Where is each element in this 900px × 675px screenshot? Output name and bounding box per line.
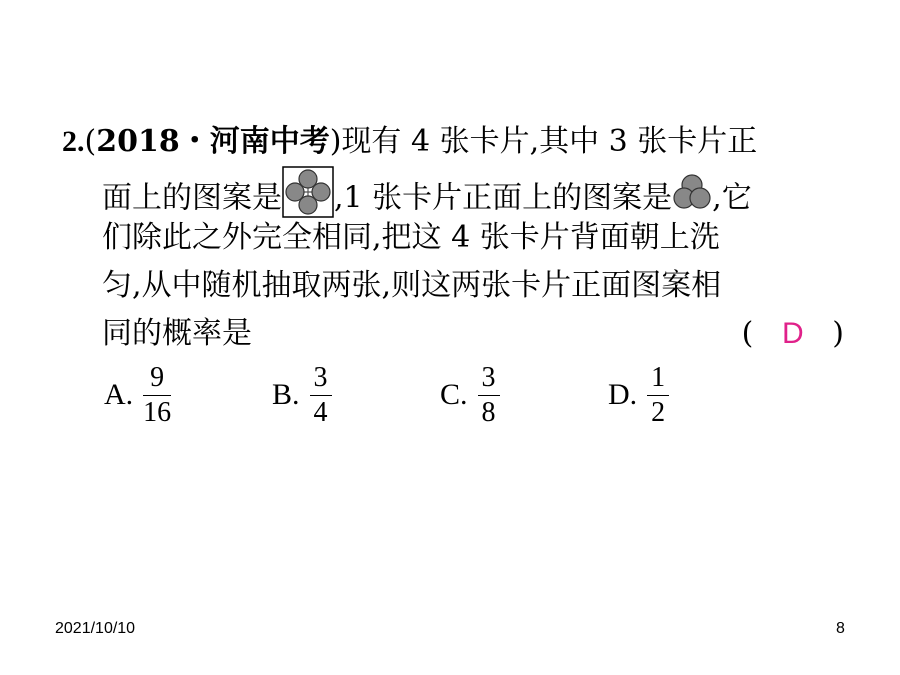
fraction-denominator: 8	[481, 396, 496, 428]
answer-paren-close: )	[832, 316, 844, 351]
question-line-3	[102, 214, 720, 262]
option-label: D.	[608, 378, 638, 411]
option-a	[104, 360, 171, 430]
fraction-denominator: 16	[143, 396, 172, 428]
fraction-bar	[310, 395, 332, 396]
option-label: B.	[272, 378, 300, 411]
question-text-line-2b: ,1 张卡片正面上的图案是	[334, 180, 673, 216]
fraction-numerator: 1	[651, 361, 666, 393]
question-line-2	[102, 166, 752, 214]
option-fraction	[647, 363, 669, 428]
source-close: )	[329, 124, 342, 159]
question-text-line-5: 同的概率是	[102, 316, 252, 351]
question-source: 2018・河南中考	[96, 124, 330, 159]
fraction-bar	[647, 395, 669, 396]
answer-options	[104, 360, 804, 430]
question-text-line-2c: ,它	[712, 180, 752, 216]
source-open: (	[84, 124, 97, 159]
question-number: 2.	[62, 125, 85, 158]
option-fraction	[143, 363, 171, 428]
question-text-line-3: 们除此之外完全相同,把这 4 张卡片背面朝上洗	[102, 220, 720, 255]
option-label: A.	[104, 378, 134, 411]
answer-choice: D	[782, 317, 804, 350]
option-label: C.	[440, 378, 468, 411]
fraction-denominator: 4	[313, 396, 328, 428]
option-b	[272, 360, 332, 430]
fraction-numerator: 3	[481, 361, 496, 393]
answer-paren-open: (	[741, 316, 754, 351]
option-d	[608, 360, 669, 430]
fraction-bar	[478, 395, 500, 396]
option-fraction	[310, 363, 332, 428]
question-text-line-2a: 面上的图案是	[102, 180, 282, 216]
fraction-numerator: 3	[313, 361, 328, 393]
answer-bracket	[742, 310, 844, 358]
question-line-5	[102, 310, 852, 358]
question-text-line-4: 匀,从中随机抽取两张,则这两张卡片正面图案相	[102, 268, 722, 303]
footer-date: 2021/10/10	[55, 620, 136, 637]
fraction-denominator: 2	[651, 396, 666, 428]
question-text-line-1: 现有 4 张卡片,其中 3 张卡片正	[341, 124, 758, 159]
option-c	[440, 360, 500, 430]
question-line-4	[102, 262, 721, 310]
footer-page-number: 8	[836, 620, 845, 637]
fraction-bar	[143, 395, 171, 396]
fraction-numerator: 9	[150, 361, 165, 393]
question-line-1	[62, 118, 757, 166]
option-fraction	[478, 363, 500, 428]
